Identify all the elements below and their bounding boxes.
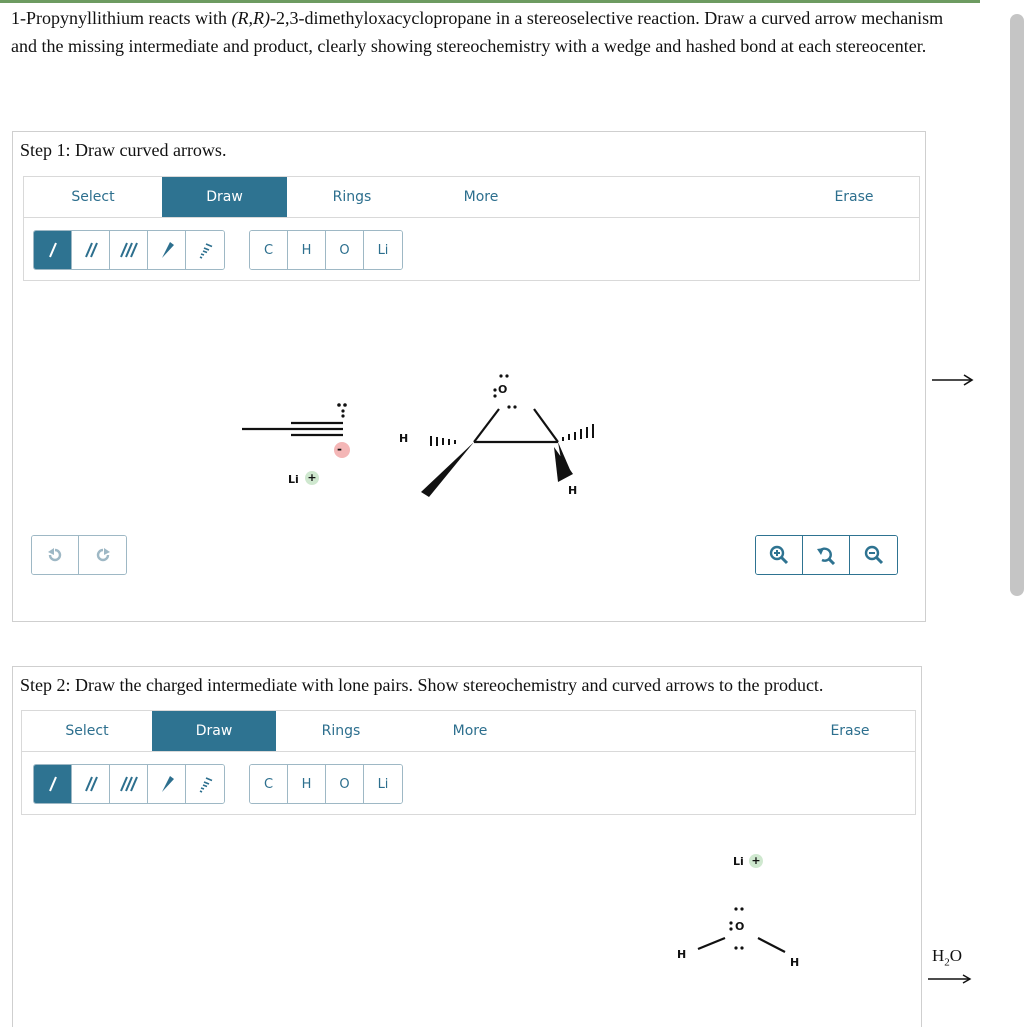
step2-tab-draw[interactable]: Draw <box>152 711 276 751</box>
atom-o-button[interactable]: O <box>326 765 364 803</box>
atom-h-button[interactable]: H <box>288 231 326 269</box>
intermediate-hydrogen-right: H <box>790 956 800 969</box>
hydrogen-right-label: H <box>568 484 578 497</box>
hash-bond-right <box>563 424 593 441</box>
hydrogen-left-label: H <box>399 432 409 445</box>
intermediate-hydrogen-left: H <box>677 948 687 961</box>
intermediate-oxygen-lone-pair-top <box>734 907 743 910</box>
epoxide-ring <box>474 409 558 442</box>
hash-bond-left <box>431 436 455 446</box>
lithium-charge: + <box>305 471 319 485</box>
wedge-bond-right-head <box>554 447 573 482</box>
question-part1: 1-Propynyllithium reacts with <box>11 8 232 28</box>
page-scrollbar[interactable] <box>1010 14 1024 596</box>
step1-tab-draw[interactable]: Draw <box>162 177 287 217</box>
atom-c-button[interactable]: C <box>250 765 288 803</box>
step2-tab-rings[interactable]: Rings <box>321 723 361 739</box>
atom-c-button[interactable]: C <box>250 231 288 269</box>
step2-tab-select[interactable]: Select <box>65 723 109 739</box>
question-stereo: (R,R) <box>231 8 270 28</box>
step1-tab-select[interactable]: Select <box>71 189 115 205</box>
intermediate-lithium-label: Li <box>733 855 744 868</box>
step2-tab-erase[interactable]: Erase <box>830 723 870 739</box>
oxygen-lone-pair-right <box>507 405 516 408</box>
atom-h-button[interactable]: H <box>288 765 326 803</box>
oxygen-lone-pair-top <box>499 374 508 377</box>
carbanion-lone-pair <box>337 403 347 407</box>
question-part2: -2,3-dimethyloxacyclopropane in a stereoselective reaction. Draw a curved arrow mechanism and the missing intermediate and product, clearly showing stereochemistry with a wedge and hashed bond at each stereocenter. <box>11 8 944 56</box>
atom-li-button[interactable]: Li <box>364 231 402 269</box>
zoom-reset-icon[interactable] <box>803 536 850 574</box>
step1-zoom-tools <box>755 535 898 575</box>
wedge-bond-left <box>421 442 474 497</box>
undo-icon[interactable] <box>32 536 79 574</box>
step2-canvas[interactable] <box>13 667 921 1027</box>
question-text <box>11 4 971 60</box>
intermediate-oxygen-lone-pair-left <box>729 921 732 930</box>
reagent-subscript: 2 <box>944 956 950 969</box>
step1-tab-erase[interactable]: Erase <box>834 189 874 205</box>
step1-reaction-arrow <box>930 373 980 387</box>
carbanion-lone-pair-side <box>341 409 344 417</box>
step1-title: Step 1: Draw curved arrows. <box>20 140 227 160</box>
atom-o-button[interactable]: O <box>326 231 364 269</box>
intermediate-oxygen-lone-pair-bottom <box>734 946 743 949</box>
atom-li-button[interactable]: Li <box>364 765 402 803</box>
redo-icon[interactable] <box>79 536 126 574</box>
oxygen-lone-pair-left <box>493 388 496 397</box>
step2-panel <box>12 666 922 1027</box>
step2-title: Step 2: Draw the charged intermediate with lone pairs. Show stereochemistry and curved arrows to the product. <box>20 675 824 695</box>
zoom-in-icon[interactable] <box>756 536 803 574</box>
reagent-o: O <box>949 946 963 965</box>
top-accent-strip <box>0 0 980 3</box>
intermediate-lithium-charge: + <box>749 854 763 868</box>
reagent-label <box>932 946 962 968</box>
intermediate-bonds <box>698 938 785 952</box>
carbanion-charge-symbol: - <box>337 442 342 456</box>
lithium-label: Li <box>288 473 299 486</box>
step1-tab-rings[interactable]: Rings <box>332 189 372 205</box>
propyne-triple-bond <box>242 423 343 435</box>
step2-tab-more[interactable]: More <box>452 723 488 739</box>
step2-reaction-arrow <box>926 973 976 985</box>
intermediate-oxygen-label: O <box>735 920 745 933</box>
zoom-out-icon[interactable] <box>850 536 897 574</box>
reagent-h: H <box>932 946 945 965</box>
step1-history-tools <box>31 535 127 575</box>
step1-tab-more[interactable]: More <box>463 189 499 205</box>
step1-panel <box>12 131 926 622</box>
oxygen-label: O <box>498 383 508 396</box>
